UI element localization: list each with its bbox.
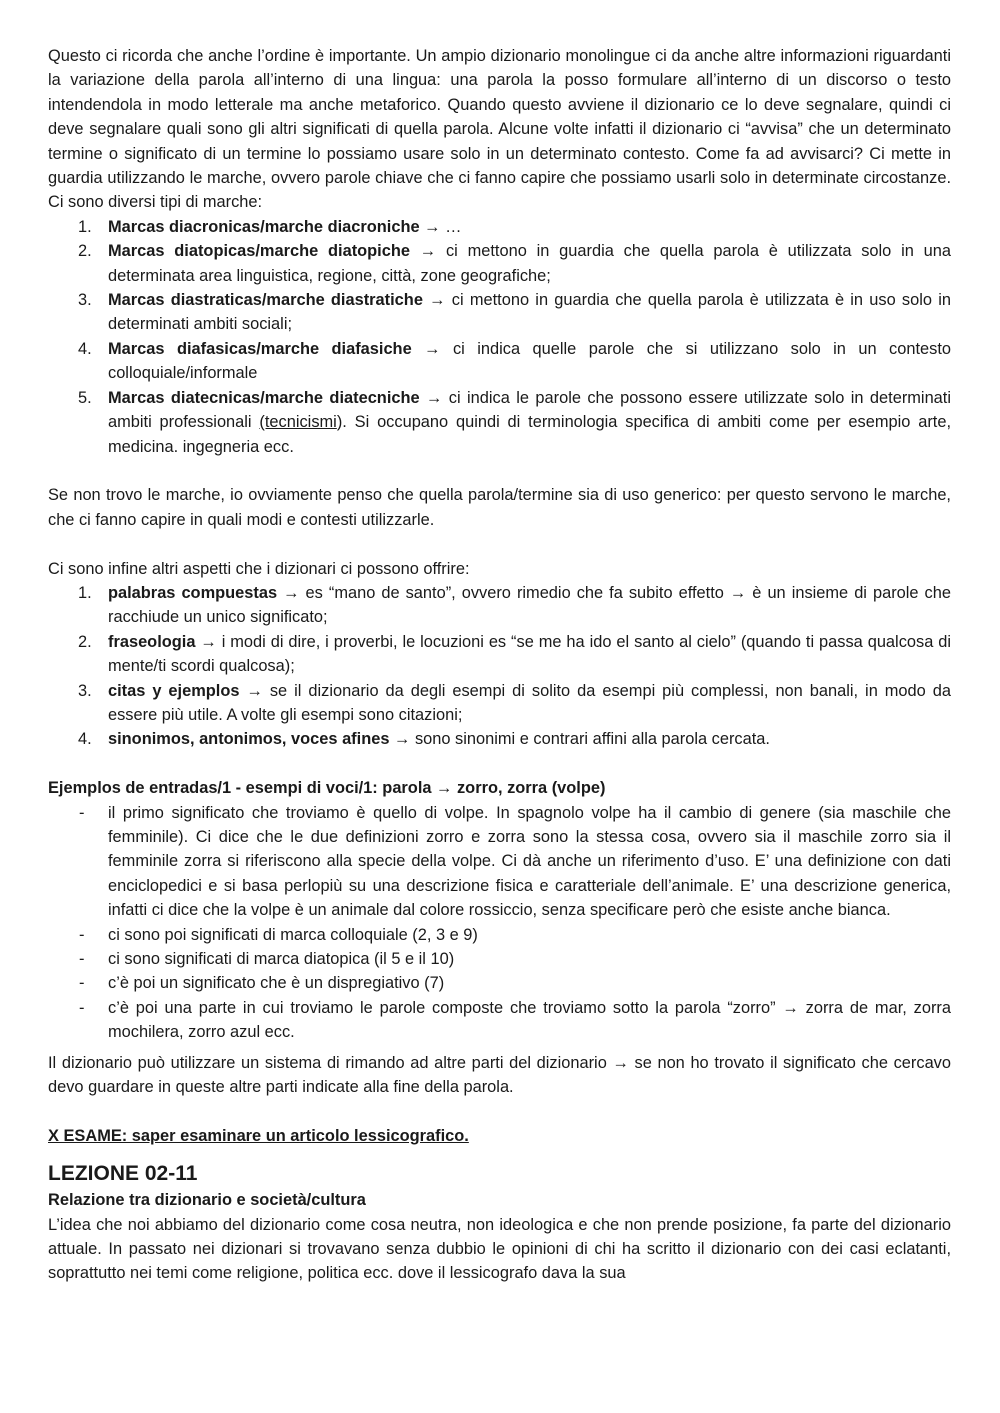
- list-text: → es “mano de santo”, ovvero rimedio che fa subito effetto → è un insieme di parole che racchiude un unico significato;: [108, 583, 951, 627]
- list-item: [48, 947, 951, 971]
- list-text: c’è poi una parte in cui troviamo le parole composte che troviamo sotto la parola “zorro” → zorra de mar, zorra mochilera, zorro azul ecc.: [108, 998, 951, 1042]
- list-number: 3.: [78, 681, 92, 700]
- list-item: [48, 337, 951, 386]
- list-number: 1.: [78, 217, 92, 236]
- list-term: Marcas diafasicas/marche diafasiche: [108, 339, 412, 358]
- list-term: sinonimos, antonimos, voces afines: [108, 730, 390, 749]
- list-bullet: -: [79, 925, 85, 944]
- list-text: → ci mettono in guardia che quella parola è utilizzata solo in una determinata area linguistica, regione, città, zone geografiche;: [108, 242, 951, 285]
- list-text: → ci indica le parole che possono essere utilizzate solo in determinati ambiti professionali: [108, 388, 951, 432]
- list-text: → …: [419, 217, 462, 236]
- list-item: [48, 679, 951, 728]
- list-item: [48, 288, 951, 337]
- list-number: 1.: [78, 583, 92, 602]
- aspetti-paragraph: Ci sono infine altri aspetti che i dizionari ci possono offrire:: [48, 559, 470, 578]
- list-item: [48, 727, 951, 751]
- underlined-term: (tecnicismi: [259, 413, 337, 432]
- list-number: 4.: [78, 339, 92, 358]
- list-item: [48, 996, 951, 1045]
- ejemplos-heading: Ejemplos de entradas/1 - esempi di voci/1: parola → zorro, zorra (volpe): [48, 779, 606, 798]
- document-page: [48, 44, 951, 1286]
- ejemplos-list: [48, 801, 951, 1045]
- list-text: c’è poi un significato che è un dispregiativo (7): [108, 974, 445, 993]
- esame-note: X ESAME: saper esaminare un articolo lessicografico.: [48, 1126, 469, 1145]
- list-number: 2.: [78, 632, 92, 651]
- lezione-subtitle: Relazione tra dizionario e società/cultura: [48, 1191, 366, 1210]
- list-term: fraseologia: [108, 632, 196, 651]
- list-bullet: -: [79, 998, 85, 1017]
- list-bullet: -: [79, 974, 85, 993]
- list-bullet: -: [79, 803, 85, 822]
- list-text: il primo significato che troviamo è quello di volpe. In spagnolo volpe ha il cambio di genere (sia maschile che femminile). Ci dice che le due definizioni zorro e zorra sono la stessa cosa, ovvero sia il maschile zorro sia il femminile zorra si riferiscono alla specie della volpe. Ci dà anche un riferimento d’uso. E’ una definizione con dati enciclopedici e si basa perlopiù su una descrizione fisica e caratteriale dell’animale. E’ una descrizione generica, infatti ci dice che la volpe è un animale dal colore rossiccio, senza specificare però che esiste anche bianca.: [108, 803, 951, 920]
- list-term: palabras compuestas: [108, 583, 278, 602]
- list-text-after: ). Si occupano quindi di terminologia specifica di ambiti come per esempio arte, medicina. ingegneria ecc.: [108, 413, 951, 456]
- list-text: → i modi di dire, i proverbi, le locuzioni es “se me ha ido el santo al cielo” (quando ti passa qualcosa di mente/ti scordi qualcosa);: [108, 632, 951, 676]
- list-number: 3.: [78, 291, 92, 310]
- list-item: [48, 971, 951, 995]
- list-text: → sono sinonimi e contrari affini alla parola cercata.: [389, 730, 770, 749]
- lezione-title: LEZIONE 02-11: [48, 1162, 198, 1186]
- marche-paragraph: Se non trovo le marche, io ovviamente penso che quella parola/termine sia di uso generico: per questo servono le marche, che ci fanno capire in quali modi e contesti utilizzarle.: [48, 486, 951, 529]
- list-item: [48, 215, 951, 239]
- aspetti-list: [48, 581, 951, 752]
- list-item: [48, 801, 951, 923]
- list-term: Marcas diatecnicas/marche diatecniche: [108, 388, 420, 407]
- list-term: citas y ejemplos: [108, 681, 240, 700]
- lezione-paragraph: L’idea che noi abbiamo del dizionario come cosa neutra, non ideologica e che non prende posizione, fa parte del dizionario attuale. In passato nei dizionari si trovavano senza dubbio le opinioni di chi ha scritto il dizionario con dei casi eclatanti, soprattutto nei temi come religione, politica ecc. dove il lessicografo dava la sua: [48, 1215, 951, 1283]
- list-text: ci sono significati di marca diatopica (il 5 e il 10): [108, 949, 455, 968]
- intro-paragraph: Questo ci ricorda che anche l’ordine è importante. Un ampio dizionario monolingue ci da anche altre informazioni riguardanti la variazione della parola all’interno di una lingua: una parola la posso formulare all’interno di un discorso o testo intendendola in modo letterale ma anche metaforico. Quando questo avviene il dizionario ce lo deve segnalare, quindi ci deve segnalare quali sono gli altri significati di quella parola. Alcune volte infatti il dizionario ci “avvisa” che un determinato termine o significato di un termine lo possiamo usare solo in un determinato contesto. Come fa ad avvisarci? Ci mette in guardia utilizzando le marche, ovvero parole chiave che ci fanno capire che possiamo usarli solo in determinate circostanze. Ci sono diversi tipi di marche:: [48, 47, 951, 212]
- list-text: → ci mettono in guardia che quella parola è utilizzata è in uso solo in determinati ambiti sociali;: [108, 291, 951, 334]
- list-text: → se il dizionario da degli esempi di solito da esempi più complessi, non banali, in modo da essere più utile. A volte gli esempi sono citazioni;: [108, 681, 951, 724]
- list-item: [48, 386, 951, 459]
- list-item: [48, 239, 951, 288]
- marche-list: [48, 215, 951, 459]
- list-term: Marcas diatopicas/marche diatopiche: [108, 242, 410, 261]
- list-text: → ci indica quelle parole che si utilizzano solo in un contesto colloquiale/informale: [108, 339, 951, 383]
- list-number: 2.: [78, 242, 92, 261]
- list-number: 5.: [78, 388, 92, 407]
- rimando-paragraph: Il dizionario può utilizzare un sistema di rimando ad altre parti del dizionario → se non ho trovato il significato che cercavo devo guardare in queste altre parti indicate alla fine della parola.: [48, 1053, 951, 1097]
- list-number: 4.: [78, 730, 92, 749]
- list-text: ci sono poi significati di marca colloquiale (2, 3 e 9): [108, 925, 478, 944]
- list-term: Marcas diacronicas/marche diacroniche: [108, 217, 420, 236]
- list-bullet: -: [79, 949, 85, 968]
- list-item: [48, 581, 951, 630]
- list-term: Marcas diastraticas/marche diastratiche: [108, 291, 423, 310]
- list-item: [48, 923, 951, 947]
- list-item: [48, 630, 951, 679]
